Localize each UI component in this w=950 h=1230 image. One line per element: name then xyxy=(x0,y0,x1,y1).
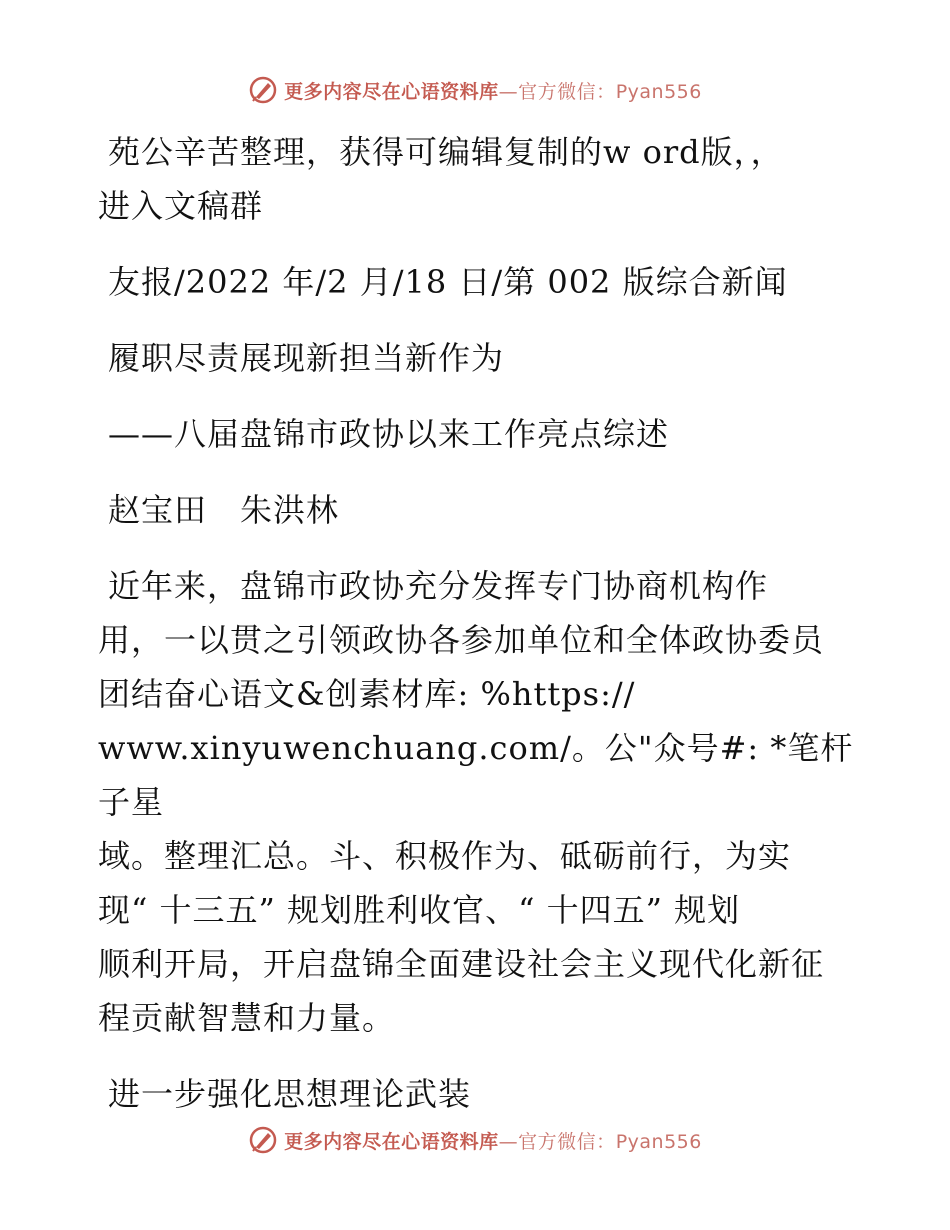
paragraph-line: 域。整理汇总。斗、积极作为、砥砺前行，为实 xyxy=(98,837,792,875)
document-body xyxy=(98,125,858,1121)
paragraph-line: 顺利开局，开启盘锦全面建设社会主义现代化新征 xyxy=(98,945,825,983)
feather-pen-logo-icon xyxy=(248,1125,278,1155)
intro-line-1: 苑公辛苦整理，获得可编辑复制的w ord版，， xyxy=(108,133,784,171)
paragraph-line: 现“ 十三五” 规划胜利收官、“ 十四五” 规划 xyxy=(98,891,741,929)
paragraph-line: 程贡献智慧和力量。 xyxy=(98,999,396,1037)
article-title: 履职尽责展现新担当新作为 xyxy=(108,339,505,377)
section-heading: 进一步强化思想理论武装 xyxy=(108,1075,472,1113)
watermark-text: 更多内容尽在心语资料库—官方微信：Pyan556 xyxy=(284,80,702,103)
watermark-text: 更多内容尽在心语资料库—官方微信：Pyan556 xyxy=(284,1130,702,1153)
intro-line-2: 进入文稿群 xyxy=(98,187,264,225)
source-line: 友报/2022 年/2 月/18 日/第 002 版综合新闻 xyxy=(108,263,788,301)
feather-pen-logo-icon xyxy=(248,75,278,105)
paragraph-line: 近年来，盘锦市政协充分发挥专门协商机构作 xyxy=(108,567,769,605)
header-watermark-banner xyxy=(0,70,950,110)
footer-watermark-banner xyxy=(0,1120,950,1160)
paragraph-line: 用，一以贯之引领政协各参加单位和全体政协委员 xyxy=(98,621,825,659)
paragraph-line: www.xinyuwenchuang.com/。公"众号#: *笔杆子星 xyxy=(98,729,854,821)
paragraph-line: 团结奋心语文&创素材库: %https:// xyxy=(98,675,636,713)
article-authors: 赵宝田 朱洪林 xyxy=(108,491,340,529)
article-subtitle: ——八届盘锦市政协以来工作亮点综述 xyxy=(108,415,670,453)
body-paragraph xyxy=(98,559,858,1045)
